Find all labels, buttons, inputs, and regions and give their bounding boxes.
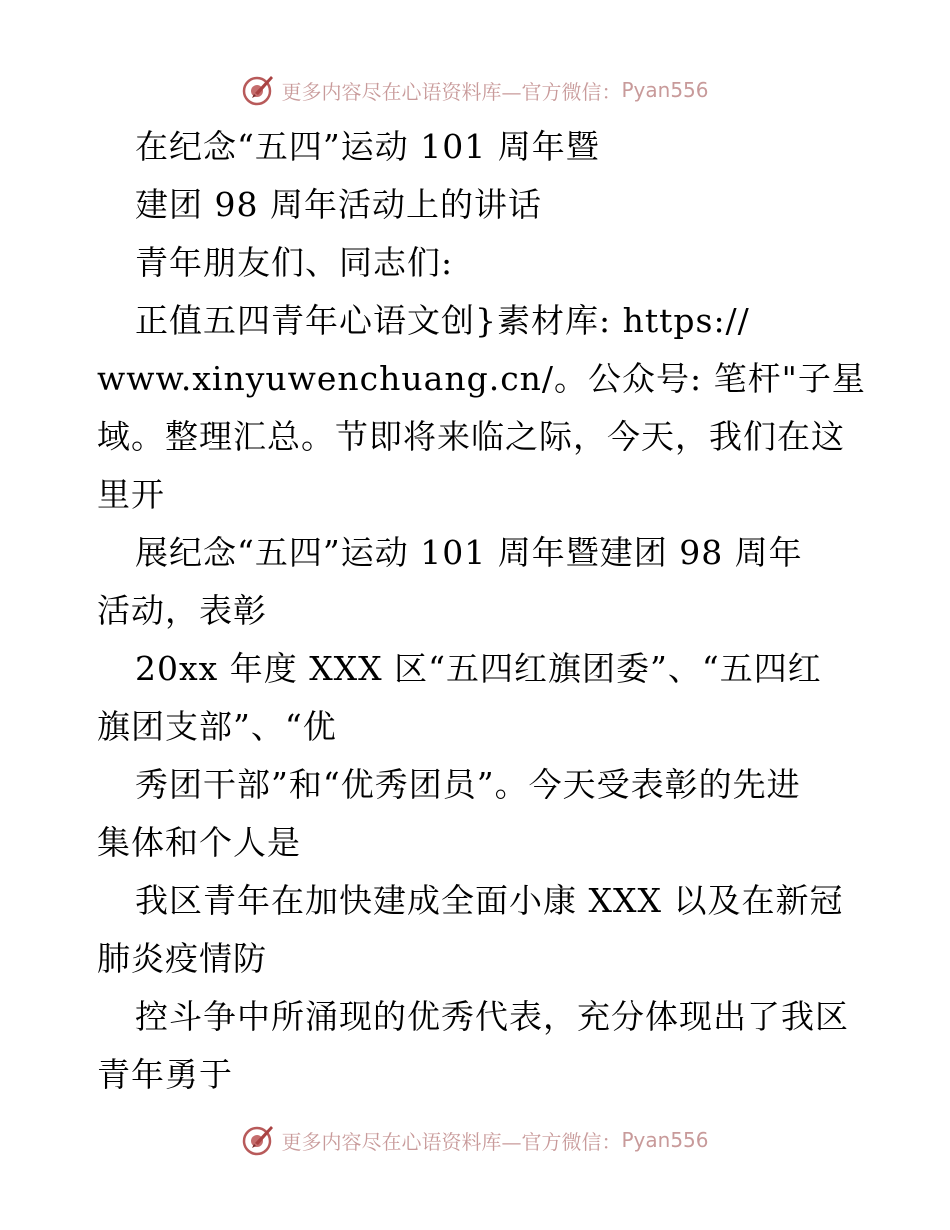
text-line: 建团 98 周年活动上的讲话	[135, 185, 542, 224]
text-line: 青年朋友们、同志们:	[135, 243, 454, 282]
text-line: 肺炎疫情防	[97, 939, 267, 978]
text-line: 域。整理汇总。节即将来临之际，今天，我们在这	[97, 417, 845, 456]
text-line: 活动，表彰	[97, 591, 267, 630]
text-line: 控斗争中所涌现的优秀代表，充分体现出了我区	[135, 997, 849, 1036]
text-line: 里开	[97, 475, 165, 514]
watermark-wechat-id: Pyan556	[621, 78, 709, 102]
text-line: 青年勇于	[97, 1055, 233, 1094]
text-line: 20xx 年度 XXX 区“五四红旗团委”、“五四红	[135, 649, 822, 688]
quill-pen-seal-icon	[241, 73, 275, 107]
text-line: 在纪念“五四”运动 101 周年暨	[135, 127, 600, 166]
text-line: 我区青年在加快建成全面小康 XXX 以及在新冠	[135, 881, 844, 920]
quill-pen-seal-icon	[241, 1123, 275, 1157]
footer-watermark-banner	[0, 1120, 950, 1160]
text-line: 秀团干部”和“优秀团员”。今天受表彰的先进	[135, 765, 801, 804]
watermark-text: 更多内容尽在心语资料库—官方微信：	[281, 1129, 622, 1154]
header-watermark-banner	[0, 70, 950, 110]
text-line: 展纪念“五四”运动 101 周年暨建团 98 周年	[135, 533, 803, 572]
text-line: 正值五四青年心语文创}素材库: https://	[135, 301, 750, 340]
text-line: 集体和个人是	[97, 823, 301, 862]
text-line: 旗团支部”、“优	[97, 707, 337, 746]
watermark-wechat-id: Pyan556	[621, 1128, 709, 1152]
watermark-text: 更多内容尽在心语资料库—官方微信：	[281, 79, 622, 104]
text-line: www.xinyuwenchuang.cn/。公众号: 笔杆"子星	[97, 359, 866, 398]
document-body	[97, 118, 867, 1104]
